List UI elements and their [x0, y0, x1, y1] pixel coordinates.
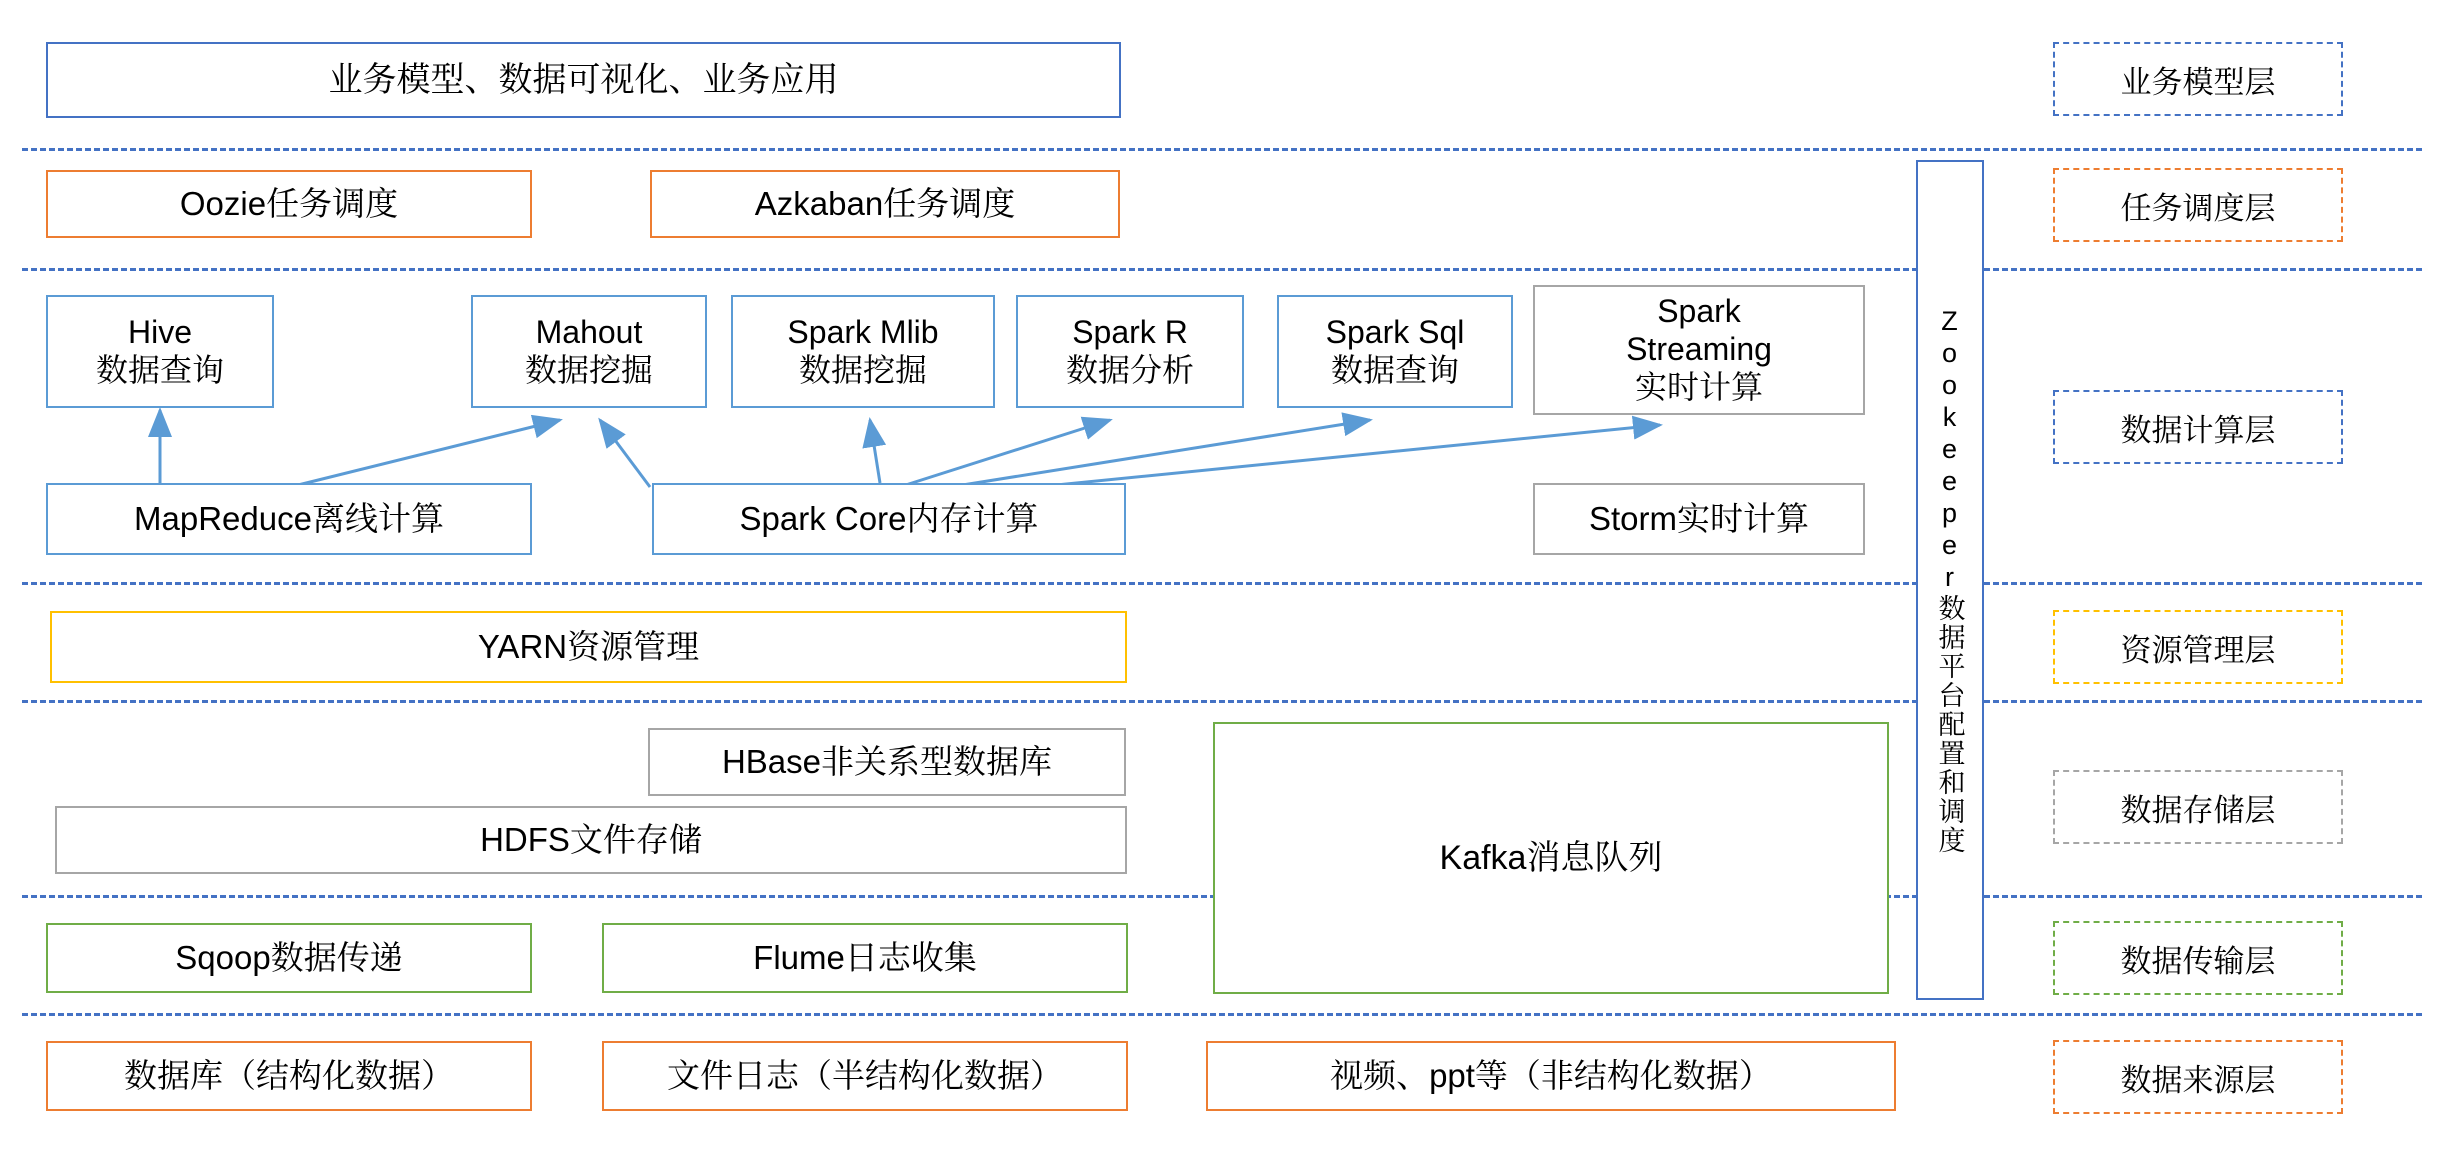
- node-label: Azkaban任务调度: [754, 184, 1016, 222]
- node-label: Sqoop数据传递: [175, 938, 403, 976]
- layer-label-text: 数据存储层: [2120, 792, 2276, 828]
- layer-label-business: [2053, 42, 2343, 116]
- layer-label-text: 任务调度层: [2120, 190, 2276, 226]
- node-label: Spark Sql: [1325, 313, 1465, 350]
- node-label: YARN资源管理: [477, 627, 700, 665]
- node-mahout: [471, 295, 707, 408]
- layer-divider: [22, 268, 2422, 271]
- node-label: Storm实时计算: [1588, 499, 1809, 537]
- node-label: Spark R: [1072, 313, 1188, 350]
- layer-label-text: 业务模型层: [2120, 64, 2276, 100]
- layer-divider: [22, 148, 2422, 151]
- node-business: [46, 42, 1121, 118]
- node-sublabel: 数据查询: [1330, 351, 1459, 388]
- node-label: Spark Core内存计算: [739, 499, 1039, 537]
- node-sublabel: 实时计算: [1634, 368, 1763, 405]
- node-spark-streaming: [1533, 285, 1865, 415]
- node-label: Spark Streaming: [1626, 293, 1772, 368]
- zookeeper-label: Zookeeper数据平台配置和调度: [1934, 305, 1965, 855]
- layer-label-transport: [2053, 921, 2343, 995]
- node-flume: [602, 923, 1128, 993]
- layer-label-text: 数据来源层: [2120, 1062, 2276, 1098]
- node-label: 文件日志（半结构化数据）: [667, 1056, 1063, 1094]
- layer-label-resource: [2053, 610, 2343, 684]
- node-kafka: [1213, 722, 1889, 994]
- node-azkaban: [650, 170, 1120, 238]
- node-label: MapReduce离线计算: [134, 499, 444, 537]
- node-label: 视频、ppt等（非结构化数据）: [1330, 1056, 1772, 1094]
- layer-divider: [22, 582, 2422, 585]
- layer-label-compute: [2053, 390, 2343, 464]
- node-hbase: [648, 728, 1126, 796]
- node-label: Kafka消息队列: [1439, 838, 1663, 877]
- node-sqoop: [46, 923, 532, 993]
- node-spark-r: [1016, 295, 1244, 408]
- node-label: Mahout: [535, 313, 643, 350]
- node-sublabel: 数据分析: [1065, 351, 1194, 388]
- node-source-unstructured: [1206, 1041, 1896, 1111]
- node-yarn: [50, 611, 1127, 683]
- layer-divider: [22, 1013, 2422, 1016]
- node-hdfs: [55, 806, 1127, 874]
- node-storm: [1533, 483, 1865, 555]
- node-label: HBase非关系型数据库: [721, 742, 1053, 780]
- node-label: Hive: [127, 313, 192, 350]
- node-mapreduce: [46, 483, 532, 555]
- layer-label-text: 数据计算层: [2120, 412, 2276, 448]
- node-sublabel: 数据挖掘: [524, 351, 653, 388]
- zookeeper-box: [1916, 160, 1984, 1000]
- layer-label-storage: [2053, 770, 2343, 844]
- layer-label-text: 数据传输层: [2120, 943, 2276, 979]
- node-spark-mlib: [731, 295, 995, 408]
- node-source-database: [46, 1041, 532, 1111]
- layer-divider: [22, 700, 2422, 703]
- node-label: Flume日志收集: [753, 938, 977, 976]
- node-label: 业务模型、数据可视化、业务应用: [328, 60, 839, 99]
- node-hive: [46, 295, 274, 408]
- node-spark-core: [652, 483, 1126, 555]
- node-source-logfile: [602, 1041, 1128, 1111]
- node-label: HDFS文件存储: [480, 820, 702, 858]
- node-oozie: [46, 170, 532, 238]
- node-label: 数据库（结构化数据）: [124, 1056, 454, 1094]
- layer-label-source: [2053, 1040, 2343, 1114]
- node-sublabel: 数据挖掘: [798, 351, 927, 388]
- layer-label-scheduling: [2053, 168, 2343, 242]
- node-label: Oozie任务调度: [179, 184, 399, 222]
- node-sublabel: 数据查询: [95, 351, 224, 388]
- layer-label-text: 资源管理层: [2120, 632, 2276, 668]
- node-spark-sql: [1277, 295, 1513, 408]
- node-label: Spark Mlib: [787, 313, 939, 350]
